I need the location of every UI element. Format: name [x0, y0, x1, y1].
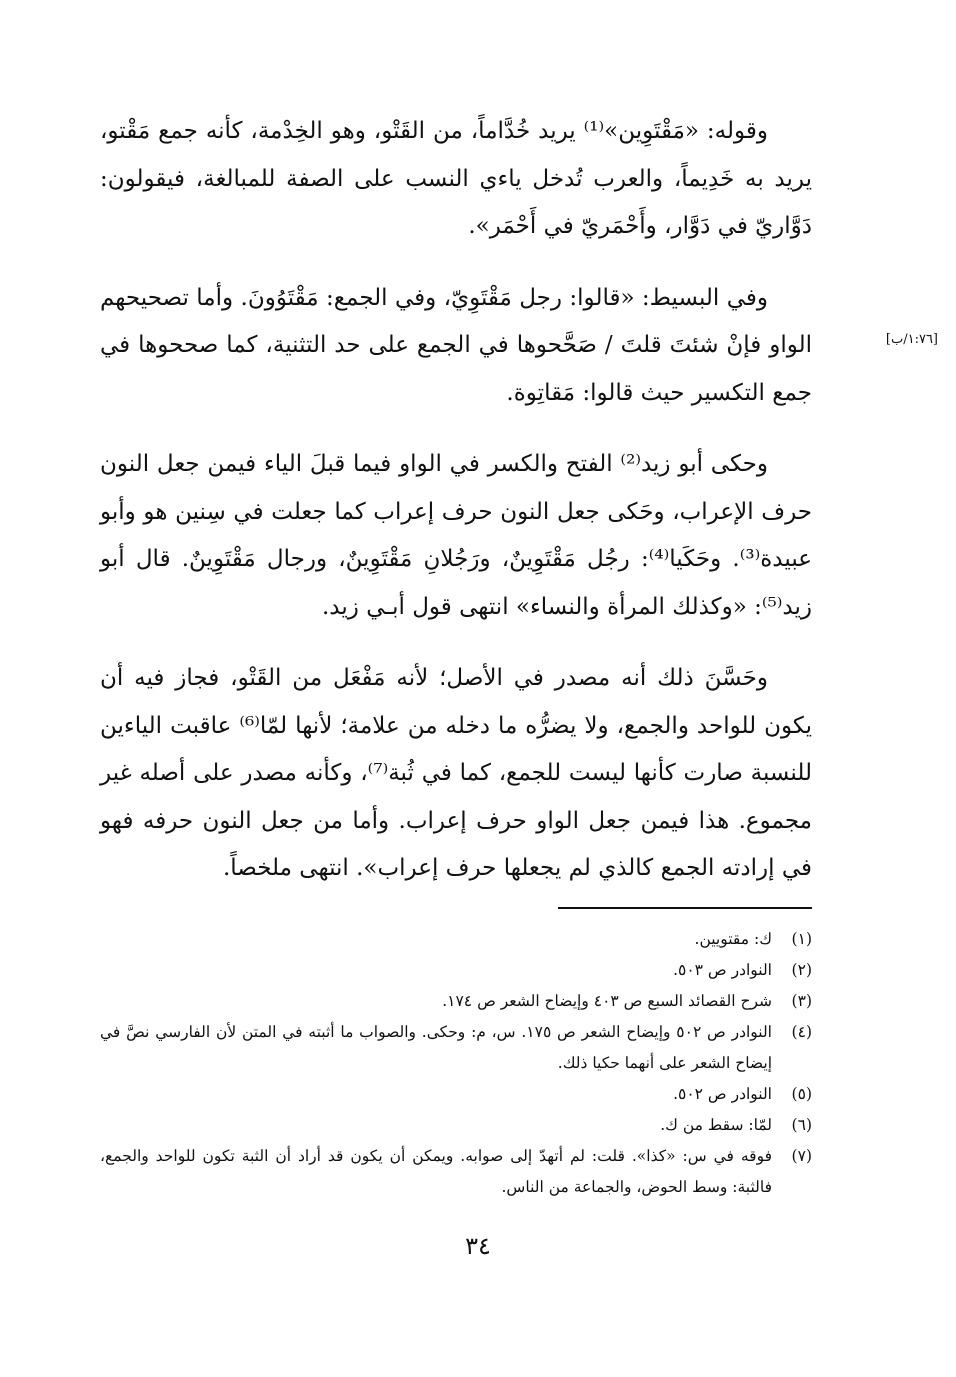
footnote-text: النوادر ص ٥٠٢.	[673, 1085, 772, 1103]
paragraph-2: وفي البسيط: «قالوا: رجل مَقْتَوِيّ، وفي الجمع: مَقْتَوُونَ. وأما تصحيحهم الواو فإنْ شئتَ قلتَ / صَحَّحوها في الجمع على حد التثنية، كما صححوها في جمع التكسير حيث قالوا: مَقاتِوة.	[100, 284, 813, 406]
footnote-text: النوادر ص ٥٠٢ وإيضاح الشعر ص ١٧٥. س، م: وحكى. والصواب ما أثبته في المتن لأن الفارسي نصَّ في إيضاح الشعر على أنهما حكيا ذلك.	[100, 1023, 772, 1072]
page-number: ٣٤	[465, 1232, 491, 1260]
paragraph-3: وحكى أبو زيد⁽²⁾ الفتح والكسر في الواو فيما قبلَ الياء فيمن جعل النون حرف الإعراب، وحَكى جعل النون حرف إعراب كما جعلت في سِنين هو وأبو عبيدة⁽³⁾. وحَكَيا⁽⁴⁾: رجُل مَقْتَوِينٌ، ورَجُلانِ مَقْتَوِينٌ، ورجال مَقْتَوِينٌ. قال أبو زيد⁽⁵⁾: «وكذلك المرأة والنساء» انتهى قول أبـي زيد.	[100, 451, 812, 620]
footnote	[100, 955, 812, 986]
footnote-number: (١)	[791, 930, 812, 948]
footnote-text: النوادر ص ٥٠٣.	[673, 961, 772, 979]
footnote-text: لمّا: سقط من ك.	[660, 1116, 772, 1134]
footnote-number: (٢)	[791, 961, 812, 979]
main-text	[100, 108, 812, 917]
paragraph-4: وحَسَّنَ ذلك أنه مصدر في الأصل؛ لأنه مَفْعَل من القَتْو، فجاز فيه أن يكون للواحد والجمع، ولا يضرُّه ما دخله من علامة؛ لأنها لمّا⁽⁶⁾ عاقبت الياءين للنسبة صارت كأنها ليست للجمع، كما في ثُبة⁽⁷⁾، وكأنه مصدر على أصله غير مجموع. هذا فيمن جعل الواو حرف إعراب. وأما من جعل النون حرفه فهو في إرادته الجمع كالذي لم يجعلها حرف إعراب». انتهى ملخصاً.	[100, 665, 813, 881]
footnote-text: ك: مقتويين.	[694, 930, 772, 948]
paragraph-1: وقوله: «مَقْتَوِين»⁽¹⁾ يريد خُدَّاماً، من القَتْو، وهو الخِدْمة، كأنه جمع مَقْتو، يريد به خَدِيماً، والعرب تُدخل ياءي النسب على الصفة للمبالغة، فيقولون: دَوَّاريّ في دَوَّار، وأَحْمَريّ في أَحْمَر».	[100, 118, 812, 239]
footnote-text: فوقه في س: «كذا». قلت: لم أتهدّ إلى صوابه. ويمكن أن يكون قد أراد أن الثبة تكون للواحد والجمع، فالثبة: وسط الحوض، والجماعة من الناس.	[100, 1147, 772, 1196]
footnote-number: (٧)	[791, 1147, 812, 1165]
manuscript-folio-reference: [١:٧٦/ب]	[885, 332, 938, 347]
footnote	[100, 1141, 812, 1203]
footnote-divider	[558, 907, 812, 909]
footnote-number: (٤)	[791, 1023, 812, 1041]
footnote-number: (٦)	[791, 1116, 812, 1134]
footnote	[100, 986, 812, 1017]
footnotes	[100, 924, 812, 1203]
footnote	[100, 1110, 812, 1141]
footnote	[100, 924, 812, 955]
footnote-number: (٣)	[791, 992, 812, 1010]
footnote-number: (٥)	[791, 1085, 812, 1103]
footnote-text: شرح القصائد السبع ص ٤٠٣ وإيضاح الشعر ص ١٧٤.	[442, 992, 772, 1010]
footnote	[100, 1017, 812, 1079]
footnote	[100, 1079, 812, 1110]
